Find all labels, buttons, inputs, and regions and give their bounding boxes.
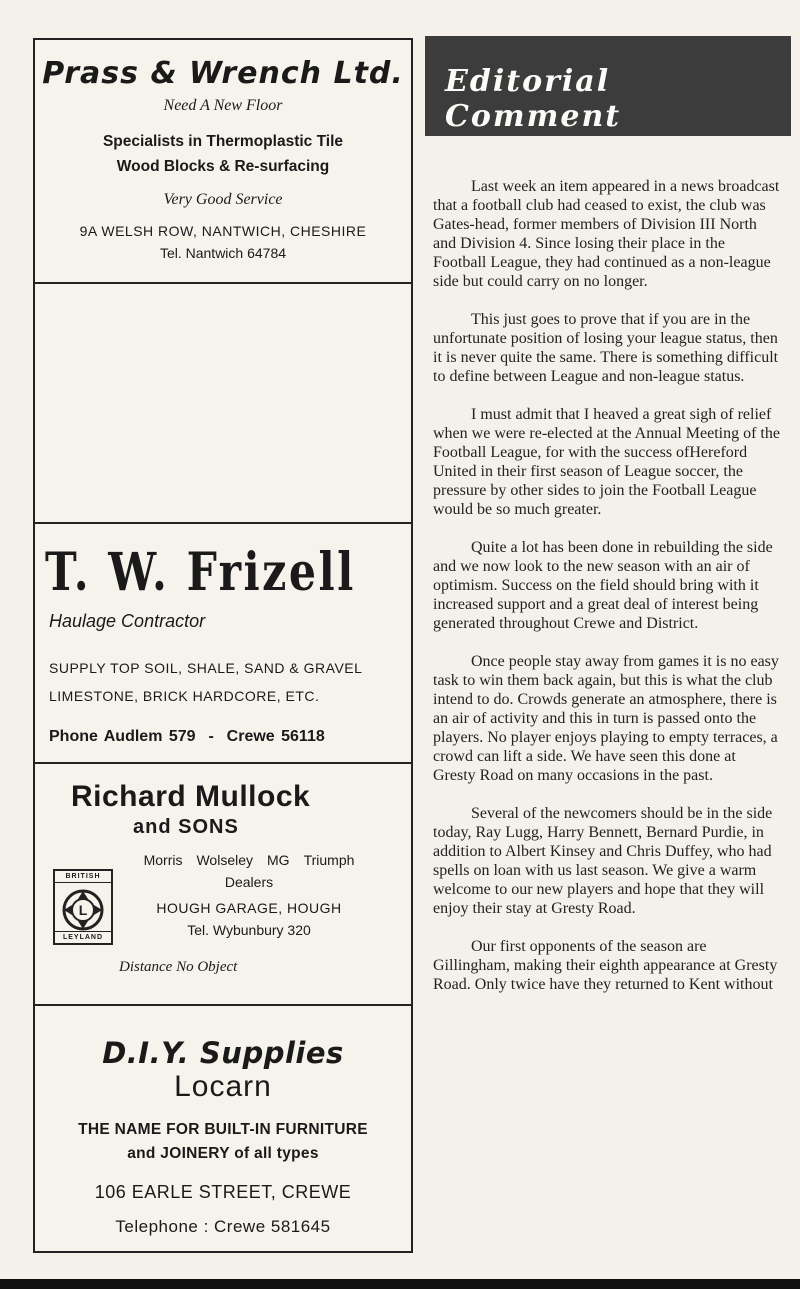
leyland-emblem-icon (61, 888, 105, 932)
diy-tel: Telephone : Crewe 581645 (115, 1217, 331, 1236)
logo-bottom-text: LEYLAND (55, 931, 111, 943)
logo-top-text: BRITISH (55, 871, 111, 883)
logo-letter: L (78, 902, 88, 918)
diy-name: D.I.Y. Supplies (102, 1036, 344, 1070)
ad-prass-wrench (35, 40, 411, 284)
diy-tagline-2: and JOINERY of all types (127, 1145, 319, 1162)
make-triumph: Triumph (303, 852, 355, 868)
frizell-supply-1: SUPPLY TOP SOIL, SHALE, SAND & GRAVEL (49, 660, 363, 676)
paragraph: This just goes to prove that if you are in the unfortunate position of losing your league status, then it is never quite the same. There is something difficult to define between League and non-league status. (433, 311, 779, 385)
make-morris: Morris (143, 852, 183, 868)
editorial-header (425, 36, 791, 136)
diy-tagline-1: THE NAME FOR BUILT-IN FURNITURE (78, 1121, 368, 1138)
editorial-article (433, 177, 781, 1013)
prass-address: 9A WELSH ROW, NANTWICH, CHESHIRE (79, 223, 367, 239)
prass-tel: Tel. Nantwich 64784 (159, 245, 287, 261)
mullock-sons: and SONS (133, 816, 239, 838)
make-wolseley: Wolseley (196, 852, 254, 868)
advertisements-column (33, 38, 413, 1253)
mullock-garage-block (123, 897, 375, 941)
frizell-phone: Phone Audlem 579 - Crewe 56118 (49, 728, 325, 745)
diy-brand: Locarn (174, 1070, 272, 1103)
mullock-distance: Distance No Object (119, 959, 238, 975)
paragraph: Our first opponents of the season are Gillingham, making their eighth appearance at Gresty Road. Only twice have they returned to Kent without (433, 938, 778, 993)
prass-service: Very Good Service (163, 191, 283, 208)
mullock-name: Richard Mullock (71, 780, 311, 813)
mullock-garage: HOUGH GARAGE, HOUGH (156, 900, 342, 916)
page-bottom-edge (0, 1279, 800, 1289)
diy-address: 106 EARLE STREET, CREWE (94, 1182, 352, 1202)
frizell-name: T. W. Frizell (45, 542, 356, 603)
editorial-title: Editorial Comment (445, 64, 622, 134)
paragraph: I must admit that I heaved a great sigh of relief when we were re-elected at the Annual Meeting of the Football League, for with the success ofHereford United in their first season of League soccer, the pressure by other sides to join the Football League would be so much greater. (433, 406, 780, 518)
paragraph: Several of the newcomers should be in the side today, Ray Lugg, Harry Bennett, Bernard Purdie, in addition to Albert Kinsey and Chris Duffey, who had spells on loan with us last season. We give a warm welcome to our new players and hope that they will enjoy their stay at Gresty Road. (433, 805, 773, 917)
mullock-tel: Tel. Wybunbury 320 (187, 922, 311, 938)
prass-name: Prass & Wrench Ltd. (42, 56, 404, 91)
paragraph: Last week an item appeared in a news broadcast that a football club had ceased to exist, the club was Gates-head, former members of Division III North and Division 4. Since losing their place in the Football League, they had continued as a non-league side but could carry on no longer. (433, 178, 780, 290)
british-leyland-logo (53, 869, 113, 945)
mullock-dealers: Dealers (224, 874, 274, 890)
ad-diy-supplies (35, 1006, 411, 1251)
frizell-subtitle: Haulage Contractor (49, 611, 206, 631)
mullock-makes (123, 849, 375, 893)
paragraph: Quite a lot has been done in rebuilding the side and we now look to the new season with an air of optimism. Success on the field should bring with it increased support and a great deal of interest being generated throughout Crewe and District. (433, 539, 773, 632)
prass-spec-2: Wood Blocks & Re-surfacing (116, 158, 330, 175)
ad-frizell (35, 524, 411, 764)
ad-blank-space (35, 284, 411, 524)
frizell-supply-2: LIMESTONE, BRICK HARDCORE, ETC. (49, 688, 320, 704)
prass-spec-1: Specialists in Thermoplastic Tile (102, 133, 344, 150)
paragraph: Once people stay away from games it is no easy task to win them back again, but this is what the club intend to do. Crowds generate an atmosphere, there is an air of activity and this in turn is passed onto the players. No player enjoys playing to empty terraces, a crowd can lift a side. We have seen this done at Gresty Road on many occasions in the past. (433, 653, 779, 784)
prass-tagline: Need A New Floor (163, 97, 283, 114)
ad-mullock (35, 764, 411, 1006)
make-mg: MG (267, 852, 290, 868)
